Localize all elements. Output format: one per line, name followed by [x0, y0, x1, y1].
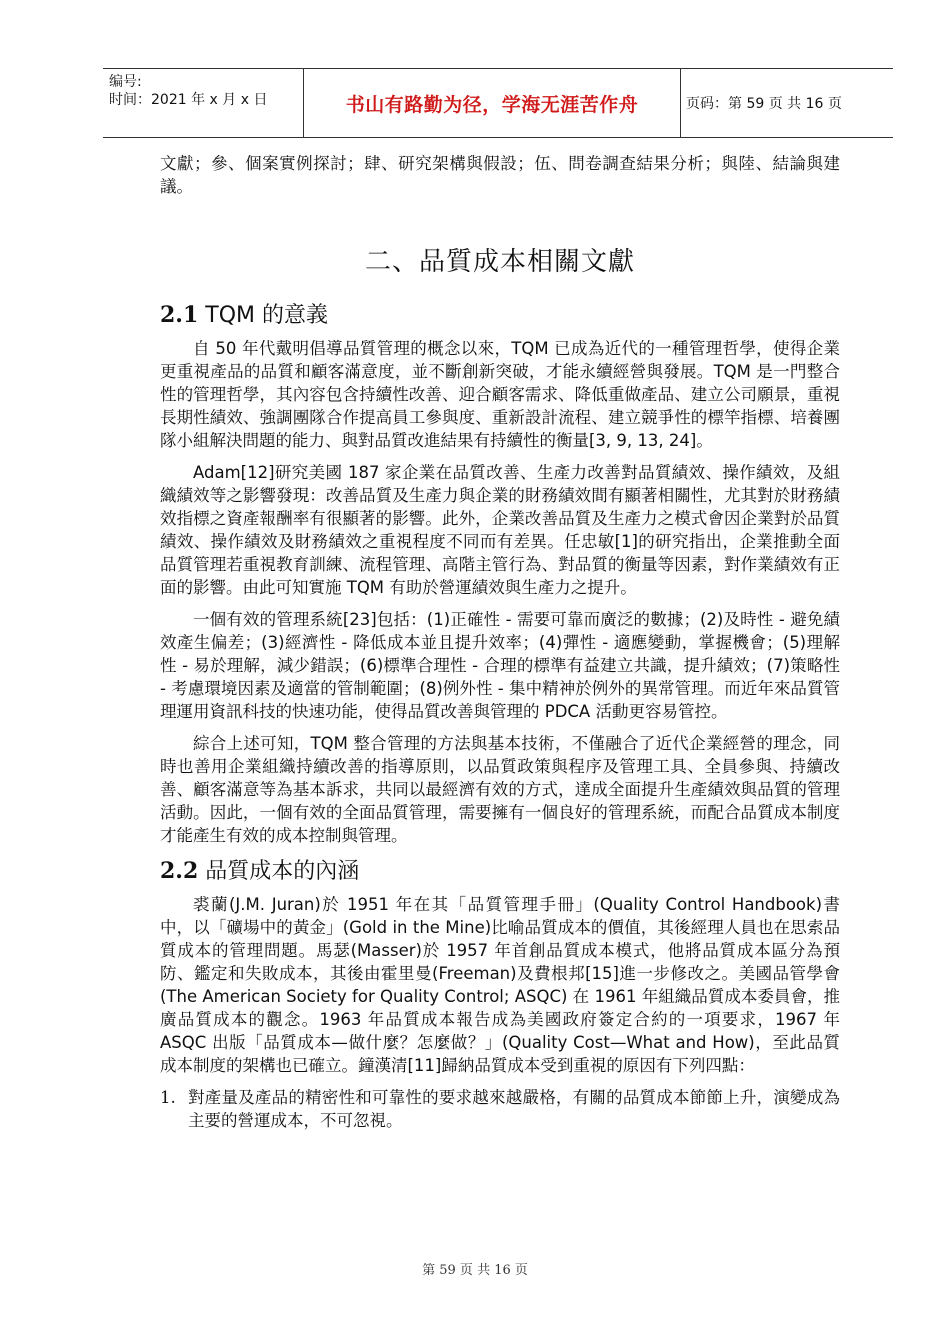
header-motto-cell — [303, 69, 681, 137]
paragraph: 裘蘭(J.M. Juran)於 1951 年在其「品質管理手冊」(Quality Control Handbook)書中，以「礦場中的黃金」(Gold in the Mine)比喻品質成本的價值，其後經理人員也在思索品質成本的管理問題。馬瑟(Masser)於 1957 年首創品質成本模式，他將品質成本區分為預防、鑑定和失敗成本，其後由霍里曼(Freeman)及費根邦[15]進一步修改之。美國品管學會(The American Society for Quality Control; ASQC) 在 1961 年組織品質成本委員會，推廣品質成本的觀念。1963 年品質成本報告成為美國政府簽定合約的一項要求，1967 年 ASQC 出版「品質成本—做什麼？怎麼做？」(Quality Cost—What and How)，至此品質成本制度的架構也已確立。鐘漢清[11]歸納品質成本受到重視的原因有下列四點： — [160, 895, 840, 1075]
time-label: 时间：2021 年 x 月 x 日 — [109, 92, 268, 108]
list-item — [160, 1086, 840, 1132]
section-heading-2-1 — [160, 300, 840, 331]
list-item-number: 1. — [160, 1088, 176, 1107]
header-page-cell — [680, 69, 893, 137]
intro-text: 文獻；參、個案實例探討；肆、研究架構與假設；伍、問卷調查結果分析；與陸、結論與建議。 — [160, 154, 840, 196]
paragraph: Adam[12]研究美國 187 家企業在品質改善、生產力改善對品質績效、操作績效，及組織績效等之影響發現：改善品質及生產力與企業的財務績效間有顯著相關性，尤其對於財務績效指標之資產報酬率有很顯著的影響。此外，企業改善品質及生產力之模式會因企業對於品質績效、操作績效及財務績效之重視程度不同而有差異。任忠敏[1]的研究指出，企業推動全面品質管理若重視教育訓練、流程管理、高階主管行為、對品質的衡量等因素，對作業績效有正面的影響。由此可知實施 TQM 有助於營運績效與生產力之提升。 — [160, 463, 840, 597]
section-heading-2-2 — [160, 856, 840, 887]
page-header — [103, 68, 893, 138]
page-footer: 第 59 页 共 16 页 — [422, 1263, 528, 1278]
section-title: 品質成本的內涵 — [205, 859, 360, 884]
paragraph: 一個有效的管理系統[23]包括：(1)正確性 - 需要可靠而廣泛的數據；(2)及時性 - 避免績效產生偏差；(3)經濟性 - 降低成本並且提升效率；(4)彈性 - 適應變動，掌握機會；(5)理解性 - 易於理解，減少錯誤；(6)標準合理性 - 合理的標準有益建立共識，提升績效；(7)策略性 - 考慮環境因素及適當的管制範圍；(8)例外性 - 集中精神於例外的異常管理。而近年來品質管理運用資訊科技的快速功能，使得品質改善與管理的 PDCA 活動更容易管控。 — [160, 610, 840, 721]
motto: 书山有路勤为径，学海无涯苦作舟 — [345, 93, 639, 116]
document-body — [160, 152, 840, 1132]
paragraph: 自 50 年代戴明倡導品質管理的概念以來，TQM 已成為近代的一種管理哲學，使得企業更重視產品的品質和顧客滿意度，並不斷創新突破，才能永續經營與發展。TQM 是一門整合性的管理哲學，其內容包含持續性改善、迎合顧客需求、降低重做產品、建立公司願景，重視長期性績效、強調團隊合作提高員工參與度、重新設計流程、建立競爭性的標竿指標、培養團隊小組解決問題的能力、與對品質改進結果有持續性的衡量[3, 9, 13, 24]。 — [160, 339, 840, 450]
reason-list — [160, 1086, 840, 1132]
page-info: 页码：第 59 页 共 16 页 — [686, 96, 842, 112]
paragraph: 綜合上述可知，TQM 整合管理的方法與基本技術，不僅融合了近代企業經營的理念，同時也善用企業組織持續改善的指導原則，以品質政策與程序及管理工具、全員參與、持續改善、顧客滿意等為基本訴求，共同以最經濟有效的方式，達成全面提升生產績效與品質的管理活動。因此，一個有效的全面品質管理，需要擁有一個良好的管理系統，而配合品質成本制度才能產生有效的成本控制與管理。 — [160, 734, 840, 845]
section-number: 2.1 — [160, 302, 199, 328]
chapter-title: 二、品質成本相關文獻 — [364, 247, 635, 277]
number-label: 编号: — [109, 74, 142, 90]
section-number: 2.2 — [160, 858, 199, 884]
list-item-text: 對產量及產品的精密性和可靠性的要求越來越嚴格，有關的品質成本節節上升，演變成為主要的營運成本，不可忽視。 — [188, 1088, 840, 1130]
header-left-cell — [103, 69, 303, 137]
section-title: TQM 的意義 — [205, 303, 329, 328]
